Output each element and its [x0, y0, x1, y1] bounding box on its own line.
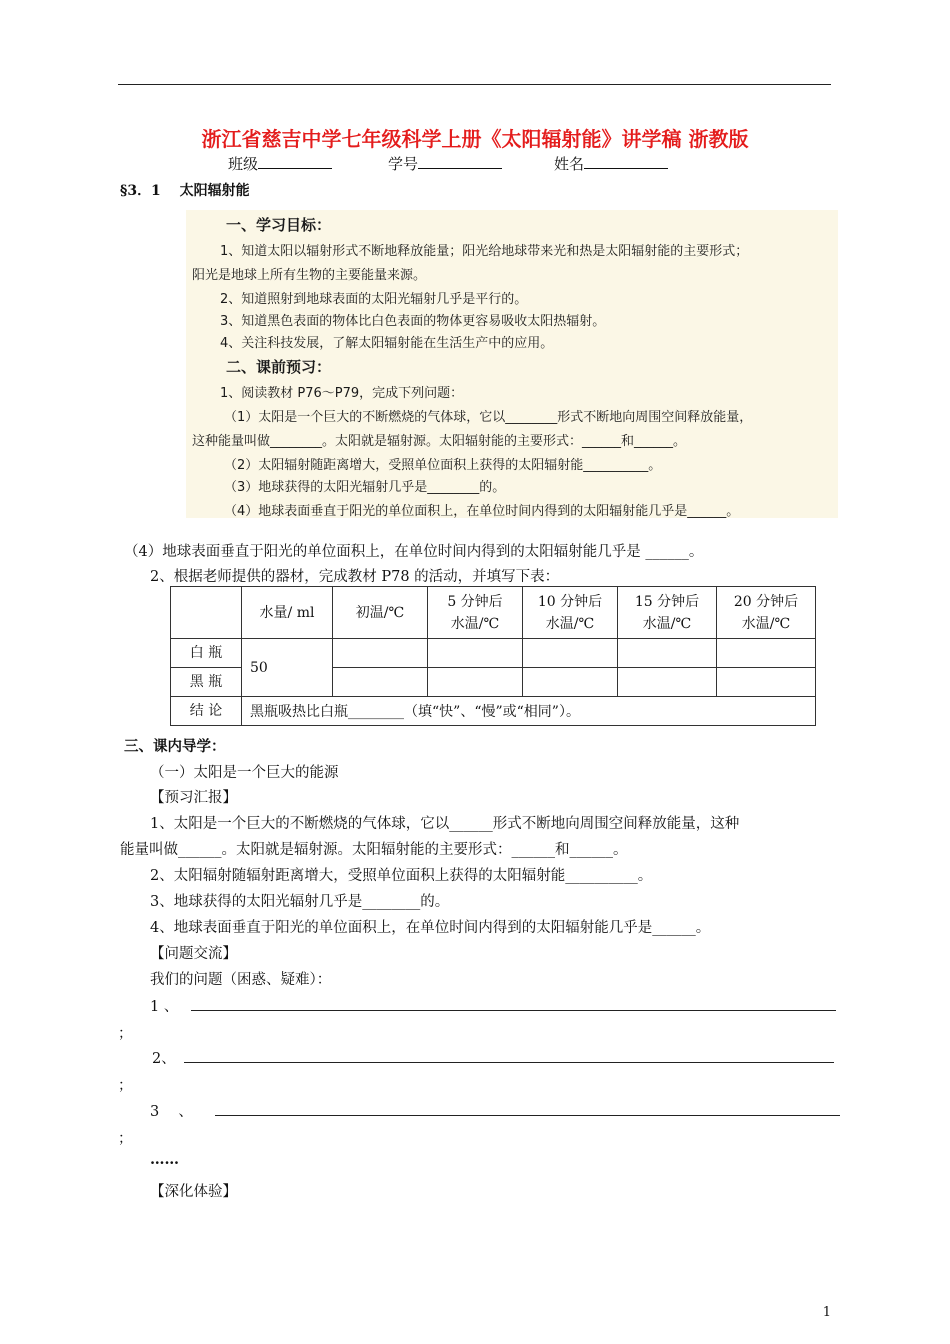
question-3-blank[interactable]: [215, 1103, 840, 1116]
number-label: 学号: [388, 155, 419, 173]
table-cell[interactable]: [717, 668, 816, 697]
table-cell[interactable]: [333, 639, 428, 668]
report-heading: 【预习汇报】: [150, 790, 237, 806]
question-1-number: 1 、: [150, 999, 179, 1015]
question-2-blank[interactable]: [184, 1050, 834, 1063]
header-initial-temp: 初温/℃: [333, 587, 428, 639]
goal-4: 4、关注科技发展，了解太阳辐射能在生活生产中的应用。: [220, 336, 554, 351]
header-20min: [717, 587, 816, 639]
table-cell[interactable]: [717, 639, 816, 668]
row-label-white: 白 瓶: [171, 639, 242, 668]
class-label: 班级: [228, 155, 259, 173]
report-4: 4、地球表面垂直于阳光的单位面积上，在单位时间内得到的太阳辐射能几乎是______。: [150, 920, 711, 936]
header-15min: [618, 587, 717, 639]
table-cell[interactable]: [523, 639, 618, 668]
header-5min: [428, 587, 523, 639]
table-cell[interactable]: [333, 668, 428, 697]
header-10min: [523, 587, 618, 639]
row-label-conclusion: 结 论: [171, 697, 242, 726]
objectives-panel: [186, 210, 838, 518]
subsection-1: （一）太阳是一个巨大的能源: [150, 765, 339, 781]
question-line-1: [150, 995, 836, 1016]
goal-3: 3、知道黑色表面的物体比白色表面的物体更容易吸收太阳热辐射。: [220, 314, 606, 329]
exchange-heading: 【问题交流】: [150, 946, 237, 962]
header-15min-line1: 15 分钟后: [634, 593, 700, 610]
document-title: 浙江省慈吉中学七年级科学上册《太阳辐射能》讲学稿 浙教版: [201, 127, 749, 151]
question-3-number: 3 、: [150, 1104, 193, 1120]
question-1-blank[interactable]: [191, 998, 836, 1011]
header-water: 水量/ ml: [242, 587, 333, 639]
goal-2: 2、知道照射到地球表面的太阳光辐射几乎是平行的。: [220, 292, 528, 307]
activity-table: [170, 586, 816, 726]
header-5min-line1: 5 分钟后: [447, 593, 503, 610]
preview-q3: （3）地球获得的太阳光辐射几乎是________的。: [224, 480, 506, 495]
question-line-3: [150, 1100, 840, 1121]
name-blank[interactable]: [584, 154, 668, 169]
preview-item-1: 1、阅读教材 P76～P79，完成下列问题：: [220, 386, 464, 401]
header-5min-line2: 水温/℃: [450, 615, 500, 632]
objectives-heading: 一、学习目标：: [226, 216, 332, 234]
header-20min-line2: 水温/℃: [741, 615, 791, 632]
header-20min-line1: 20 分钟后: [733, 593, 799, 610]
preview-q1a: （1）太阳是一个巨大的不断燃烧的气体球，它以________形式不断地向周围空间释放能量，: [224, 410, 753, 425]
preview-q1b: 这种能量叫做________。太阳就是辐射源。太阳辐射能的主要形式：______和______。: [192, 434, 687, 449]
class-field: [228, 153, 332, 174]
report-1a: 1、太阳是一个巨大的不断燃烧的气体球，它以______形式不断地向周围空间释放能量，这种: [150, 816, 740, 832]
header-15min-line2: 水温/℃: [642, 615, 692, 632]
activity-intro: 2、根据老师提供的器材，完成教材 P78 的活动，并填写下表：: [150, 569, 560, 585]
preview-heading: 二、课前预习：: [226, 358, 332, 376]
number-blank[interactable]: [418, 154, 502, 169]
class-blank[interactable]: [258, 154, 332, 169]
goal-1a: 1、知道太阳以辐射形式不断地释放能量；阳光给地球带来光和热是太阳辐射能的主要形式；: [220, 244, 749, 259]
semicolon-2: ；: [118, 1078, 133, 1094]
preview-q4: （4）地球表面垂直于阳光的单位面积上，在单位时间内得到的太阳辐射能几乎是______。: [224, 504, 740, 519]
report-2: 2、太阳辐射随辐射距离增大，受照单位面积上获得的太阳辐射能__________。: [150, 868, 653, 884]
name-label: 姓名: [554, 155, 585, 173]
deepen-heading: 【深化体验】: [150, 1184, 237, 1200]
section-3-heading: 三、课内导学：: [124, 738, 226, 755]
semicolon-3: ；: [118, 1131, 133, 1147]
semicolon-1: ；: [118, 1026, 133, 1042]
question-line-2: [152, 1047, 834, 1068]
ellipsis: ……: [150, 1151, 179, 1168]
table-cell[interactable]: [618, 668, 717, 697]
conclusion-text: 黑瓶吸热比白瓶________（填“快”、“慢”或“相同”）。: [242, 697, 816, 726]
table-header-empty: [171, 587, 242, 639]
row-label-black: 黑 瓶: [171, 668, 242, 697]
table-cell[interactable]: [428, 639, 523, 668]
section-heading: §3．1 太阳辐射能: [120, 183, 250, 199]
goal-1b: 阳光是地球上所有生物的主要能量来源。: [192, 268, 427, 283]
header-10min-line2: 水温/℃: [545, 615, 595, 632]
header-10min-line1: 10 分钟后: [537, 593, 603, 610]
header-rule: [118, 84, 831, 85]
our-questions-label: 我们的问题（困惑、疑难）：: [150, 972, 332, 988]
table-cell[interactable]: [523, 668, 618, 697]
table-cell[interactable]: [428, 668, 523, 697]
name-field: [554, 153, 668, 174]
water-value: 50: [242, 639, 333, 697]
number-field: [388, 153, 502, 174]
report-3: 3、地球获得的太阳光辐射几乎是________的。: [150, 894, 450, 910]
question-2-number: 2、: [152, 1051, 176, 1067]
report-1b: 能量叫做______。太阳就是辐射源。太阳辐射能的主要形式：______和______。: [120, 842, 628, 858]
preview-q2: （2）太阳辐射随距离增大，受照单位面积上获得的太阳辐射能__________。: [224, 458, 662, 473]
table-cell[interactable]: [618, 639, 717, 668]
page-number: 1: [822, 1305, 831, 1320]
question-4-line: （4）地球表面垂直于阳光的单位面积上，在单位时间内得到的太阳辐射能几乎是 ______。: [124, 544, 704, 560]
